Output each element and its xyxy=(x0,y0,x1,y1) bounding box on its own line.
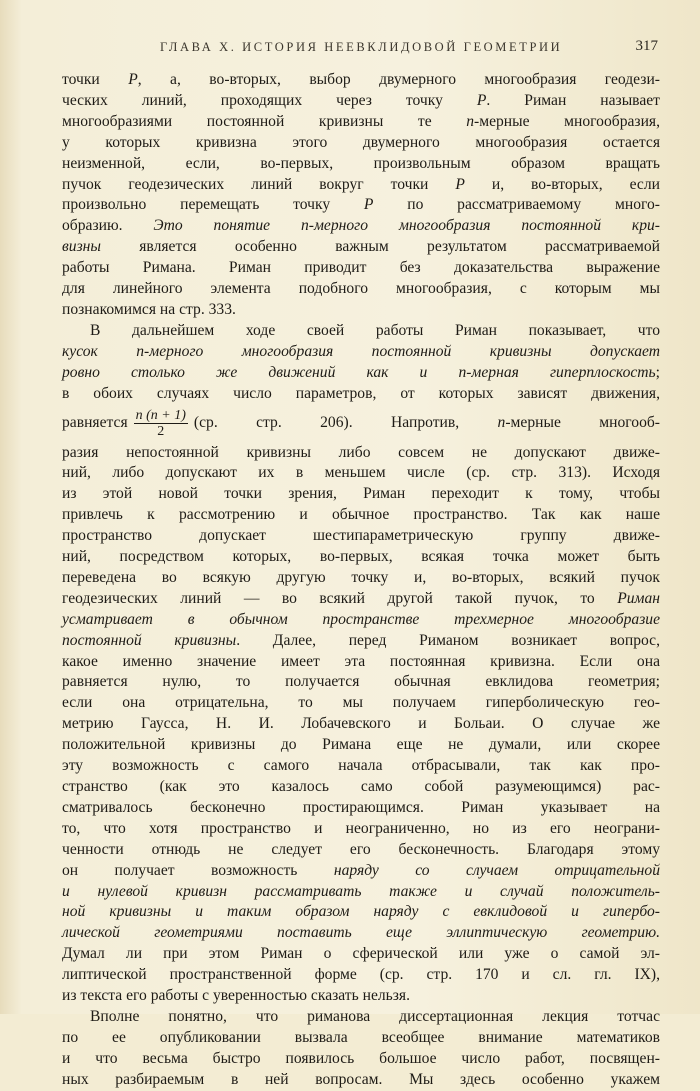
text-segment: ний, либо допускают их в меньшем числе (ср. стр. 313). Исходя xyxy=(62,464,660,482)
text-segment: ний, посредством которых, во-первых, всякая точка может быть xyxy=(62,548,660,566)
text-segment: пространство допускает шестипараметрическую группу движе- xyxy=(62,527,660,545)
italic-text: усматривает в обычном пространстве трехмерное многообразие xyxy=(62,610,660,628)
text-line xyxy=(62,321,660,342)
text-segment: эту возможность с самого начала отбрасывали, так как про- xyxy=(62,757,660,775)
text-line xyxy=(62,443,660,464)
italic-text: кусок n-мерного многообразия постоянной кривизны допускает xyxy=(62,342,660,360)
text-segment: , а, во-вторых, выбор двумерного многообразия геодези- xyxy=(137,71,660,88)
text-segment: Вполне понятно, что риманова диссертационная лекция тотчас xyxy=(90,1007,660,1025)
text-segment: из этой новой точки зрения, Риман переходит к тому, чтобы xyxy=(62,485,660,503)
text-segment: ченности отнюдь не следует его бесконечность. Благодаря этому xyxy=(62,840,660,858)
italic-text: наряду со случаем отрицательной xyxy=(333,861,660,879)
italic-text: P xyxy=(128,71,138,88)
text-line xyxy=(62,484,660,505)
text-segment: для линейного элемента подобного многообразия, с которым мы xyxy=(62,280,660,298)
text-line xyxy=(62,672,660,693)
text-segment: метрию Гаусса, Н. И. Лобачевского и Больаи. О случае же xyxy=(62,715,660,733)
text-segment: геодезических линий — во всякий другой такой пучок, то xyxy=(62,589,618,607)
formula-before: равняется xyxy=(62,414,128,432)
chapter-title: ГЛАВА X. ИСТОРИЯ НЕЕВКЛИДОВОЙ ГЕОМЕТРИИ xyxy=(160,40,563,54)
text-line xyxy=(62,902,660,923)
text-line xyxy=(62,798,660,819)
text-line xyxy=(62,631,660,652)
text-line xyxy=(62,195,660,216)
text-line xyxy=(62,568,660,589)
text-segment: познакомимся на стр. 333. xyxy=(62,300,236,318)
text-line xyxy=(62,1028,660,1049)
text-line xyxy=(62,237,660,258)
text-line xyxy=(62,777,660,798)
text-line xyxy=(62,175,660,196)
text-line xyxy=(62,363,660,384)
text-segment: сматривалось бесконечно простирающимся. Риман указывает на xyxy=(62,798,660,816)
text-line xyxy=(62,1007,660,1028)
text-segment: работы Римана. Риман приводит без доказательства выражение xyxy=(62,259,660,277)
text-line xyxy=(62,154,660,175)
italic-text: n xyxy=(466,112,475,130)
text-line xyxy=(62,923,660,944)
text-segment: по рассматриваемому много- xyxy=(373,196,660,214)
italic-text: и нулевой кривизн рассматривать также и случай положитель- xyxy=(62,882,660,900)
text-line xyxy=(62,965,660,986)
text-segment: переведена во всякую другую точку и, во-вторых, всякий пучок xyxy=(62,568,660,586)
text-segment: какое именно значение имеет эта постоянная кривизна. Если она xyxy=(62,652,660,670)
text-segment: в обоих случаях число параметров, от которых зависят движения, xyxy=(62,384,660,402)
text-segment: привлечь к рассмотрению и обычное пространство. Так как наше xyxy=(62,506,660,524)
text-segment: он получает возможность xyxy=(62,861,334,879)
text-line xyxy=(62,547,660,568)
text-line xyxy=(62,112,660,133)
text-segment: ческих линий, проходящих через точку xyxy=(62,91,477,109)
text-line xyxy=(62,986,660,1007)
text-segment: неизменной, если, во-первых, произвольным образом вращать xyxy=(62,154,660,172)
text-line xyxy=(62,384,660,405)
text-line xyxy=(62,819,660,840)
text-line xyxy=(62,589,660,610)
text-segment: многообразиями постоянной кривизны те xyxy=(62,112,467,130)
text-line xyxy=(62,216,660,237)
text-line xyxy=(62,70,660,91)
text-segment: и что весьма быстро появилось большое число работ, посвящен- xyxy=(62,1049,660,1067)
text-segment: пучок геодезических линий вокруг точки xyxy=(62,175,456,193)
text-line xyxy=(62,91,660,112)
text-line xyxy=(62,861,660,882)
formula-after-text-2: -мерные многооб- xyxy=(505,414,660,432)
text-segment: по ее опубликовании вызвала всеобщее внимание математиков xyxy=(62,1028,660,1046)
text-segment: из текста его работы с уверенностью сказать нельзя. xyxy=(62,987,411,1005)
text-line xyxy=(62,279,660,300)
text-line xyxy=(62,1049,660,1070)
fraction xyxy=(134,408,188,439)
italic-text: P xyxy=(455,175,465,193)
fraction-numerator: n (n + 1) xyxy=(135,408,186,423)
italic-text: визны xyxy=(62,238,101,256)
text-line xyxy=(62,505,660,526)
italic-text: лической геометриями поставить еще эллиптическую геометрию. xyxy=(62,924,660,942)
text-segment: равняется нулю, то получается обычная евклидова геометрия; xyxy=(62,673,660,691)
text-line xyxy=(62,944,660,965)
text-line xyxy=(62,258,660,279)
text-segment: . Риман называет xyxy=(486,91,660,109)
formula-line xyxy=(62,406,660,442)
text-segment: точки xyxy=(62,71,129,88)
text-segment: странство (как это казалось само собой разумеющимся) рас- xyxy=(62,778,660,795)
text-segment: и, во-вторых, если xyxy=(464,175,660,193)
italic-text: ной кривизны и таким образом наряду с евклидовой и гипербо- xyxy=(62,903,660,921)
text-segment: то, что хотя пространство и неограниченно, но из его неограни- xyxy=(62,819,660,837)
text-segment: В дальнейшем ходе своей работы Риман показывает, что xyxy=(90,321,660,339)
text-line xyxy=(62,652,660,673)
formula-after xyxy=(194,413,660,434)
italic-text: постоянной кривизны xyxy=(62,631,237,649)
text-segment: если она отрицательна, то мы получаем гиперболическую гео- xyxy=(62,694,660,712)
italic-text: P xyxy=(476,91,487,109)
fraction-denominator: 2 xyxy=(157,424,165,439)
text-segment: у которых кривизна этого двумерного многообразия остается xyxy=(62,133,660,151)
text-segment: ных разбираемым в ней вопросам. Мы здесь особенно укажем xyxy=(62,1070,660,1088)
text-line xyxy=(62,463,660,484)
body-text xyxy=(62,70,660,1091)
text-segment: произвольно перемещать точку xyxy=(62,196,364,214)
text-line xyxy=(62,526,660,547)
text-segment: образию. xyxy=(62,217,154,235)
text-line xyxy=(62,610,660,631)
text-line xyxy=(62,342,660,363)
text-line xyxy=(62,300,660,321)
text-line xyxy=(62,714,660,735)
text-line xyxy=(62,840,660,861)
formula-after-italic: n xyxy=(497,414,506,432)
text-line xyxy=(62,882,660,903)
text-line xyxy=(62,133,660,154)
formula-after-text: (ср. стр. 206). Напротив, xyxy=(193,414,498,432)
text-line xyxy=(62,735,660,756)
text-segment: Думал ли при этом Риман о сферической или уже о самой эл- xyxy=(62,945,660,963)
text-segment: положительной кривизны до Римана еще не думали, или скорее xyxy=(62,736,660,754)
text-line xyxy=(62,693,660,714)
running-header xyxy=(60,36,658,62)
text-segment: ; xyxy=(655,363,660,381)
text-segment: -мерные многообразия, xyxy=(474,112,660,130)
text-segment: является особенно важным результатом рассматриваемой xyxy=(100,238,660,256)
italic-text: Это понятие n-мерного многообразия постоянной кри- xyxy=(153,217,660,235)
page-number: 317 xyxy=(635,38,658,54)
text-segment: . Далее, перед Риманом возникает вопрос, xyxy=(236,631,660,649)
italic-text: P xyxy=(363,196,374,214)
italic-text: ровно столько же движений как и n-мерная гиперплоскость xyxy=(62,363,656,381)
italic-text: Риман xyxy=(617,589,660,607)
text-segment: разия непостоянной кривизны либо совсем не допускают движе- xyxy=(62,443,660,461)
text-line xyxy=(62,1070,660,1091)
text-segment: липтической пространственной форме (ср. стр. 170 и сл. гл. IX), xyxy=(62,966,660,984)
text-line xyxy=(62,756,660,777)
